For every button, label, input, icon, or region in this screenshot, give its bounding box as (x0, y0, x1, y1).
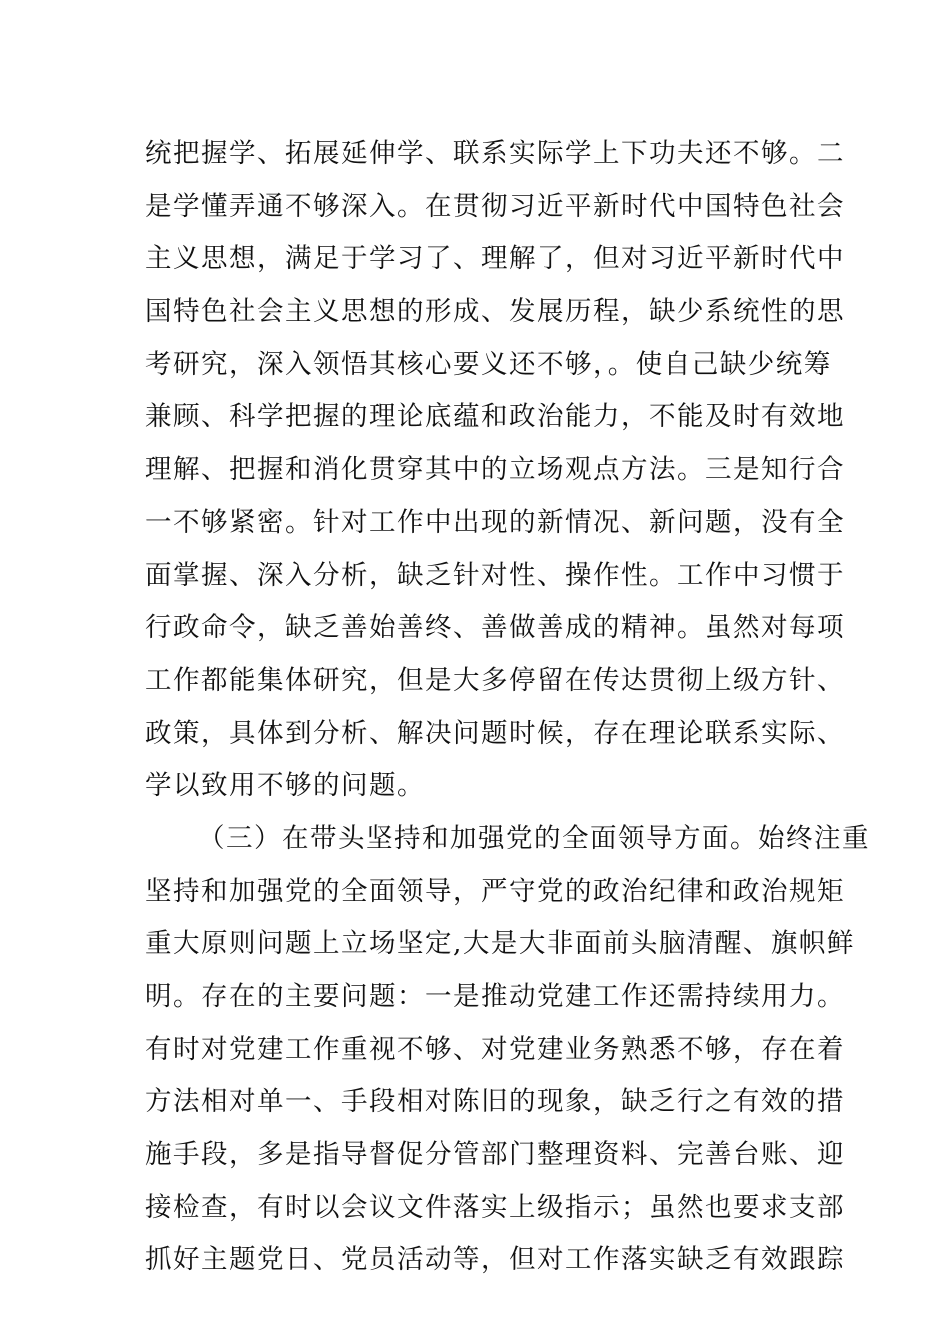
text-line: 学以致用不够的问题。 (145, 770, 425, 802)
text-line: 抓好主题党日、党员活动等，但对工作落实缺乏有效跟踪 (145, 1244, 845, 1276)
text-line: 一不够紧密。针对工作中出现的新情况、新问题，没有全 (145, 506, 845, 538)
document-body (145, 128, 870, 1287)
text-line: 接检查，有时以会议文件落实上级指示；虽然也要求支部 (145, 1191, 845, 1223)
section-heading-line: （三）在带头坚持和加强党的全面领导方面。始终注重 (198, 822, 870, 854)
text-line: 主义思想，满足于学习了、理解了，但对习近平新时代中 (145, 243, 845, 275)
text-line: 重大原则问题上立场坚定,大是大非面前头脑清醒、旗帜鲜 (145, 928, 855, 960)
text-line: 有时对党建工作重视不够、对党建业务熟悉不够，存在着 (145, 1033, 845, 1065)
text-line: 方法相对单一、手段相对陈旧的现象，缺乏行之有效的措 (145, 1086, 845, 1118)
text-line: 明。存在的主要问题：一是推动党建工作还需持续用力。 (145, 981, 845, 1012)
text-line: 国特色社会主义思想的形成、发展历程，缺少系统性的思 (145, 296, 845, 328)
text-line: 工作都能集体研究，但是大多停留在传达贯彻上级方针、 (145, 664, 845, 696)
text-line: 行政命令，缺乏善始善终、善做善成的精神。虽然对每项 (145, 612, 845, 644)
text-line: 统把握学、拓展延伸学、联系实际学上下功夫还不够。二 (145, 138, 845, 169)
text-line: 理解、把握和消化贯穿其中的立场观点方法。三是知行合 (145, 454, 845, 486)
text-line: 是学懂弄通不够深入。在贯彻习近平新时代中国特色社会 (145, 190, 845, 222)
text-line: 考研究，深入领悟其核心要义还不够，。使自己缺少统筹 (145, 348, 832, 380)
text-line: 兼顾、科学把握的理论底蕴和政治能力，不能及时有效地 (145, 401, 845, 433)
text-line: 坚持和加强党的全面领导，严守党的政治纪律和政治规矩 (145, 875, 845, 907)
text-line: 施手段，多是指导督促分管部门整理资料、完善台账、迎 (145, 1139, 845, 1171)
text-line: 政策，具体到分析、解决问题时候，存在理论联系实际、 (145, 717, 845, 749)
text-line: 面掌握、深入分析，缺乏针对性、操作性。工作中习惯于 (145, 559, 845, 591)
